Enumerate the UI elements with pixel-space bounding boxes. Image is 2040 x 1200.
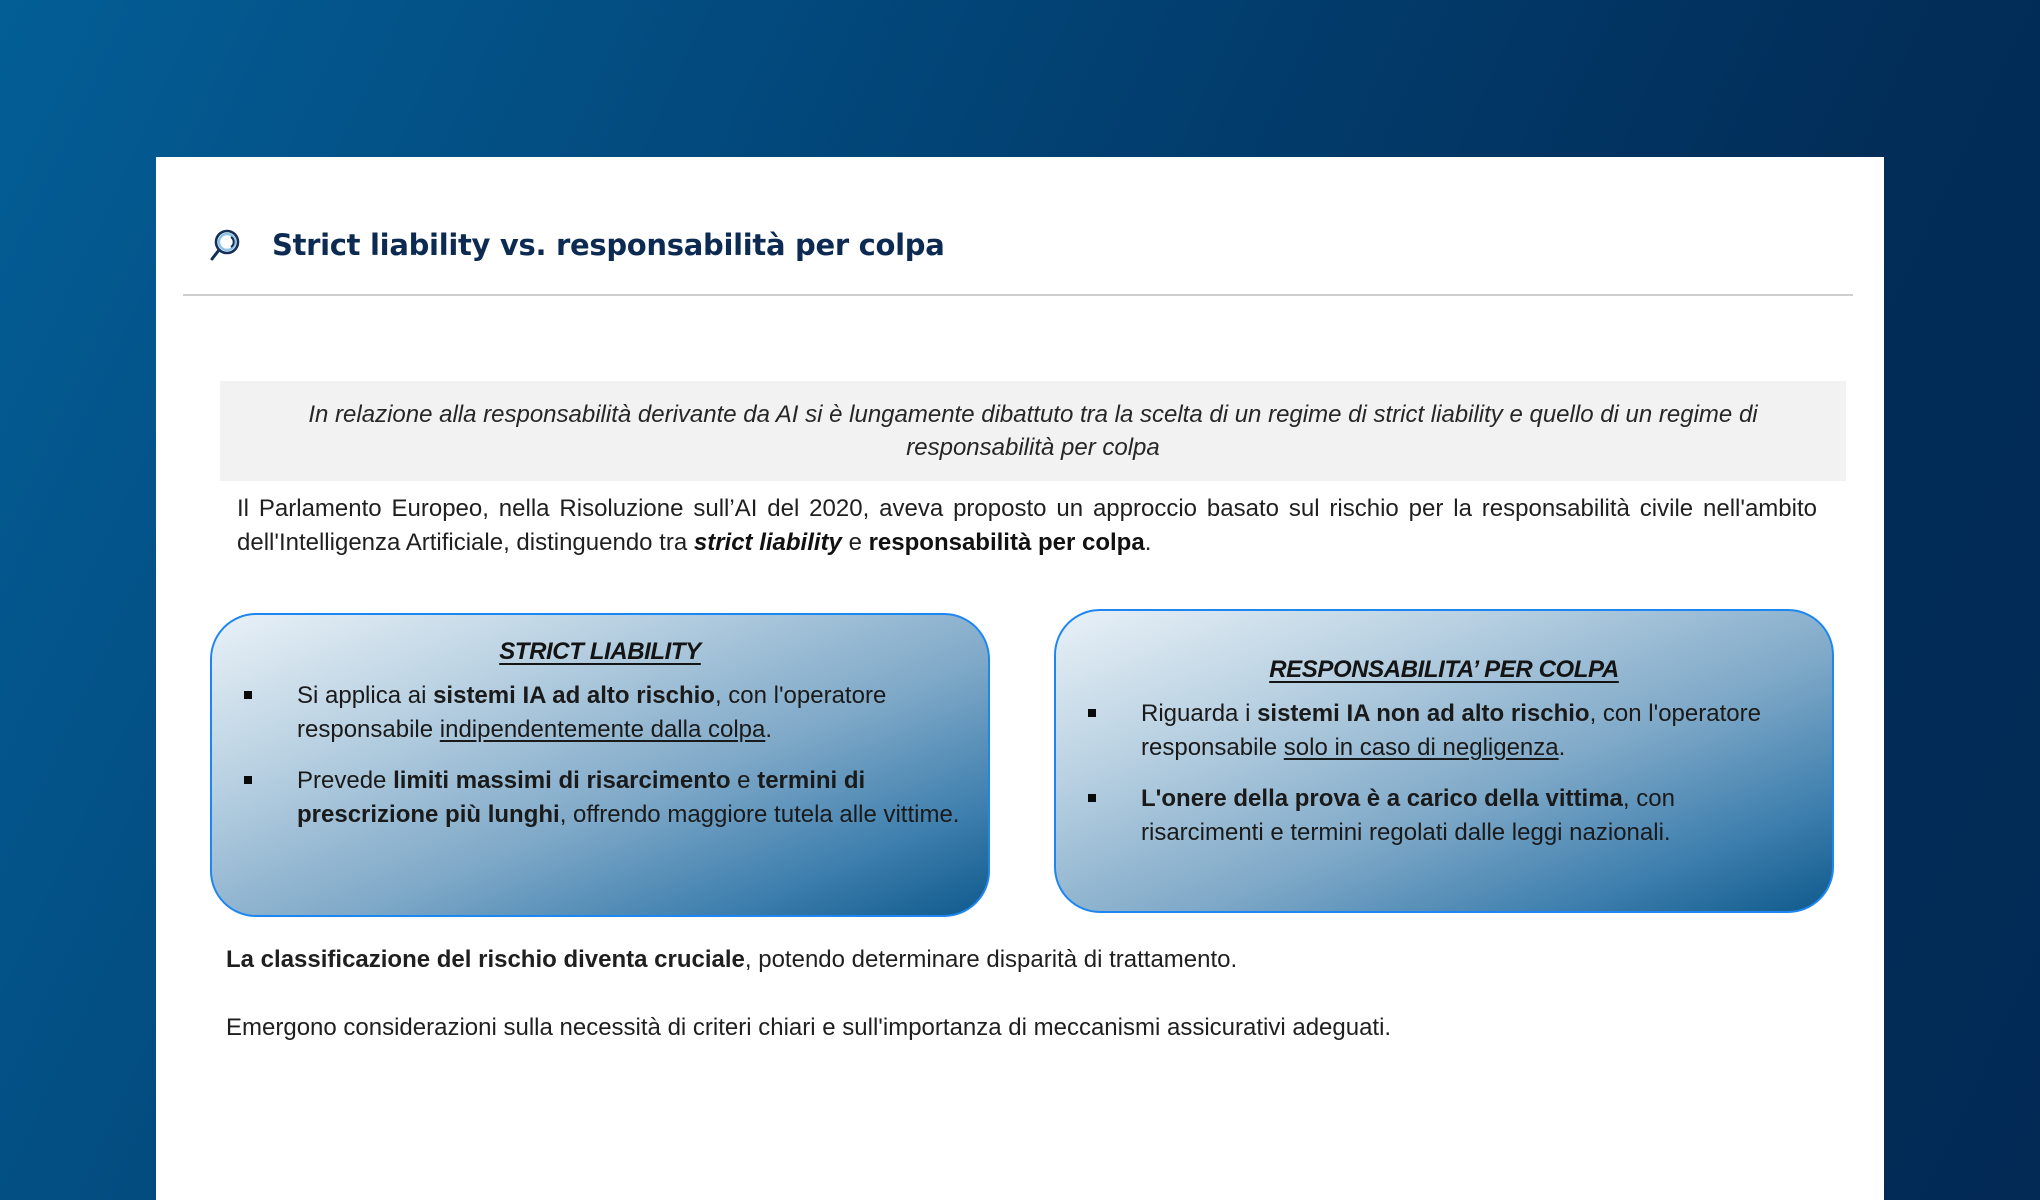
bullet-item (1084, 697, 1804, 765)
bullet-text-bold: L'onere della prova è a carico della vittima (1141, 785, 1623, 812)
slide-card (156, 157, 1884, 1200)
lead-text-1: Il Parlamento Europeo, nella Risoluzione sull’AI del 2020, aveva proposto un approccio basato sul rischio per la responsabilità civile nell'ambito dell'Intelligenza Artificiale, distinguendo tra (237, 495, 1817, 556)
bullet-text-bold: limiti massimi di risarcimento (393, 767, 731, 794)
bullet-item (240, 764, 960, 832)
responsabilita-colpa-bullets (1084, 697, 1804, 850)
bullet-text: e (730, 767, 758, 794)
bullet-text-bold: termini di prescrizione più lunghi (297, 767, 866, 828)
lead-emphasis-colpa: responsabilità per colpa (868, 529, 1145, 556)
bullet-item (1084, 782, 1804, 850)
bullet-text: , con l'operatore responsabile (1141, 700, 1761, 761)
lead-emphasis-strict-liability: strict liability (693, 529, 842, 556)
bullet-text: . (1558, 734, 1566, 761)
square-bullet-icon (244, 691, 252, 699)
bullet-text: , con risarcimenti e termini regolati dalle leggi nazionali. (1141, 785, 1675, 846)
bullet-text: Si applica ai (297, 682, 434, 709)
closing-statement-1 (226, 943, 1237, 977)
slide-header (208, 225, 945, 265)
bullet-text: , offrendo maggiore tutela alle vittime. (559, 801, 960, 828)
bullet-text: . (765, 716, 773, 743)
responsabilita-colpa-heading: RESPONSABILITA’ PER COLPA (1269, 656, 1619, 683)
responsabilita-colpa-box (1054, 609, 1834, 913)
bullet-text: Prevede (297, 767, 394, 794)
lead-paragraph (237, 492, 1817, 560)
magnifying-glass-icon (208, 228, 242, 262)
intro-callout (220, 381, 1846, 481)
bullet-item (240, 679, 960, 747)
bullet-text: , con l'operatore responsabile (297, 682, 887, 743)
bullet-text-underlined: solo in caso di negligenza (1283, 734, 1559, 761)
title-divider (183, 294, 1853, 296)
closing-bold: La classificazione del rischio diventa cruciale (226, 946, 745, 973)
page-title: Strict liability vs. responsabilità per colpa (272, 228, 945, 262)
bullet-text: Riguarda i (1141, 700, 1258, 727)
lead-text-2: e (841, 529, 869, 556)
square-bullet-icon (1088, 794, 1096, 802)
bullet-text-underlined: indipendentemente dalla colpa (439, 716, 766, 743)
bullet-text-bold: sistemi IA ad alto rischio (433, 682, 715, 709)
bullet-text-bold: sistemi IA non ad alto rischio (1257, 700, 1590, 727)
closing-rest: , potendo determinare disparità di trattamento. (744, 946, 1238, 973)
strict-liability-heading: STRICT LIABILITY (499, 638, 701, 665)
strict-liability-bullets (240, 679, 960, 832)
strict-liability-box (210, 613, 990, 917)
closing-statement-2: Emergono considerazioni sulla necessità di criteri chiari e sull'importanza di meccanismi assicurativi adeguati. (226, 1014, 1392, 1041)
lead-text-3: . (1144, 529, 1152, 556)
square-bullet-icon (1088, 709, 1096, 717)
square-bullet-icon (244, 776, 252, 784)
intro-text: In relazione alla responsabilità derivante da AI si è lungamente dibattuto tra la scelta di un regime di strict liability e quello di un regime di responsabilità per colpa (308, 401, 1758, 461)
